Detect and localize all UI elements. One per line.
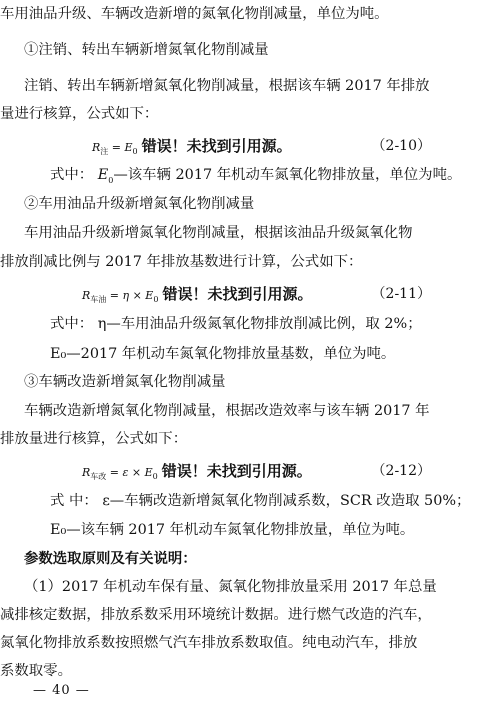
reference-error: 错误！未找到引用源。 xyxy=(162,285,313,303)
equation-number: （2-12） xyxy=(371,463,431,479)
reference-error: 错误！未找到引用源。 xyxy=(141,137,292,155)
section-heading: ③车辆改造新增氮氧化物削减量 xyxy=(24,374,226,390)
formula-2-10: $R_注 = E_0$ 错误！未找到引用源。 xyxy=(92,137,292,157)
paragraph-line: 注销、转出车辆新增氮氧化物削减量，根据该车辆 2017 年排放 xyxy=(24,78,430,94)
definition-line: E₀—该车辆 2017 年机动车氮氧化物排放量，单位为吨。 xyxy=(50,522,415,538)
definition-line: 式中： η—车用油品升级氮氧化物排放削减比例，取 2%； xyxy=(50,316,422,332)
section-heading: ②车用油品升级新增氮氧化物削减量 xyxy=(24,196,255,212)
formula-2-11: $R_{车油} = \eta \times E_0$ 错误！未找到引用源。 xyxy=(82,285,313,305)
definition-line: 式中： $E_0—$该车辆 2017 年机动车氮氧化物排放量，单位为吨。 xyxy=(50,167,462,185)
section-heading: ①注销、转出车辆新增氮氧化物削减量 xyxy=(24,42,269,58)
definition-line: E₀—2017 年机动车氮氧化物排放量基数，单位为吨。 xyxy=(50,346,396,362)
formula-2-12: $R_{车改} = \varepsilon \times E_0$ 错误！未找到引用源。 xyxy=(82,462,312,482)
page-number: — 40 — xyxy=(33,683,90,698)
paragraph-line: （1）2017 年机动车保有量、氮氧化物排放量采用 2017 年总量 xyxy=(24,579,437,595)
paragraph-line: 车辆改造新增氮氧化物削减量，根据改造效率与该车辆 2017 年 xyxy=(24,403,430,419)
paragraph-line: 车用油品升级新增氮氧化物削减量，根据该油品升级氮氧化物 xyxy=(24,225,413,241)
definition-line: 式 中： ε—车辆改造新增氮氧化物削减系数，SCR 改造取 50%； xyxy=(50,493,471,509)
paragraph-line: 排放削减比例与 2017 年排放基数进行计算，公式如下： xyxy=(0,254,363,270)
reference-error: 错误！未找到引用源。 xyxy=(161,462,312,480)
paragraph-line: 量进行核算，公式如下： xyxy=(0,106,159,122)
equation-number: （2-11） xyxy=(371,286,431,302)
section-heading-bold: 参数选取原则及有关说明： xyxy=(24,550,197,567)
paragraph-line: 车用油品升级、车辆改造新增的氮氧化物削减量，单位为吨。 xyxy=(0,6,389,22)
paragraph-line: 氮氧化物排放系数按照燃气汽车排放系数取值。纯电动汽车，排放 xyxy=(0,635,418,651)
paragraph-line: 排放量进行核算，公式如下： xyxy=(0,431,188,447)
paragraph-line: 减排核定数据，排放系数采用环境统计数据。进行燃气改造的汽车， xyxy=(0,607,432,623)
paragraph-line: 系数取零。 xyxy=(0,663,72,679)
equation-number: （2-10） xyxy=(371,138,431,154)
